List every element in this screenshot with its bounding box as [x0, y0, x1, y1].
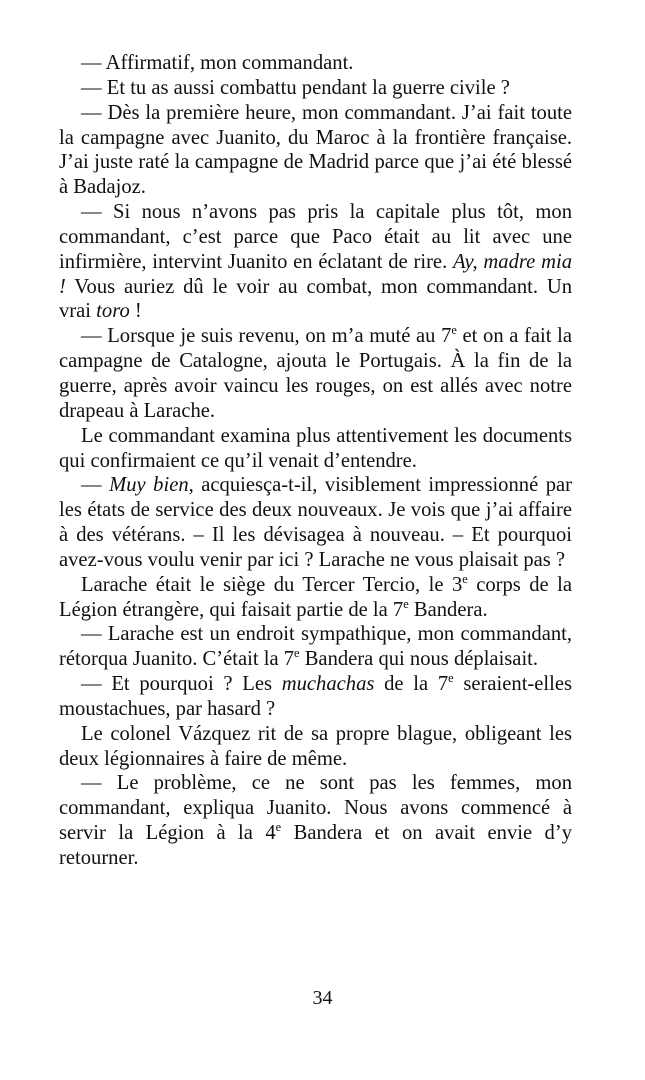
- paragraph: [59, 771, 572, 870]
- text-run: —: [81, 474, 110, 497]
- text-run: Bandera et on avait envie d’y retourner.: [59, 822, 573, 869]
- text-run: — Si nous n’avons pas pris la capitale plus tôt, mon commandant, c’est parce que Paco était au lit avec une infirmière, intervint Juanito en éclatant de rire.: [59, 201, 572, 273]
- text-run: Bandera.: [408, 598, 488, 621]
- italic-text: Muy bien: [109, 474, 189, 497]
- paragraph: [59, 200, 572, 324]
- text-run: — Affirmatif, mon commandant.: [81, 52, 354, 74]
- text-run: — Le problème, ce ne sont pas les femmes, mon commandant, expliqua Juanito. Nous avons commencé à servir la Légion à la 4: [59, 772, 572, 845]
- italic-text: toro: [96, 300, 130, 323]
- paragraph: [59, 51, 572, 76]
- text-run: Vous auriez dû le voir au combat, mon commandant. Un vrai: [59, 275, 572, 323]
- page-number: 34: [312, 987, 333, 1009]
- text-run: Le colonel Vázquez rit de sa propre blague, obligeant les deux légionnaires à faire de même.: [59, 722, 572, 770]
- text-run: de la 7: [374, 673, 449, 696]
- paragraph: [59, 324, 572, 423]
- body-text: [59, 51, 572, 871]
- paragraph: [59, 573, 572, 623]
- paragraph: [59, 672, 572, 722]
- text-run: et on a fait la campagne de Catalogne, ajouta le Portugais. À la fin de la guerre, après avoir vaincu les rouges, on est allés avec notre drapeau à Larache.: [59, 325, 572, 422]
- superscript: e: [294, 646, 300, 661]
- superscript: e: [451, 323, 457, 338]
- text-run: corps de la Légion étrangère, qui faisait partie de la 7: [59, 573, 573, 621]
- text-run: — Et pourquoi ? Les: [81, 673, 282, 696]
- superscript: e: [462, 571, 468, 586]
- paragraph: [59, 473, 572, 572]
- text-run: — Et tu as aussi combattu pendant la guerre civile ?: [81, 76, 510, 99]
- paragraph: [59, 76, 572, 101]
- text-run: seraient-elles moustachues, par hasard ?: [59, 673, 573, 720]
- text-run: Le commandant examina plus attentivement les documents qui confirmaient ce qu’il venait d’entendre.: [59, 424, 572, 472]
- superscript: e: [275, 820, 282, 835]
- text-run: — Lorsque je suis revenu, on m’a muté au 7: [81, 325, 452, 348]
- italic-text: Ay, madre mia !: [59, 250, 572, 298]
- text-run: — Larache est un endroit sympathique, mon commandant, rétorqua Juanito. C’était la 7: [59, 623, 572, 671]
- text-run: !: [129, 300, 142, 323]
- paragraph: [59, 101, 572, 200]
- text-run: Larache était le siège du Tercer Tercio, le 3: [81, 573, 463, 596]
- text-run: , acquiesça-t-il, visiblement impressionné par les états de service des deux nouveaux. Je vois que j’ai affaire à des vétérans. – Il les dévisagea à nouveau. – Et pourquoi avez-vous voulu venir par ici ? Larache ne vous plaisait pas ?: [59, 474, 573, 571]
- text-run: Bandera qui nous déplaisait.: [299, 648, 539, 671]
- paragraph: [59, 722, 572, 772]
- italic-text: muchachas: [281, 673, 375, 696]
- text-run: — Dès la première heure, mon commandant. J’ai fait toute la campagne avec Juanito, du Maroc à la frontière française. J’ai juste raté la campagne de Madrid parce que j’ai été blessé à Badajoz.: [59, 101, 572, 199]
- paragraph: [59, 622, 572, 672]
- superscript: e: [448, 671, 454, 686]
- paragraph: [59, 424, 572, 474]
- superscript: e: [403, 596, 409, 611]
